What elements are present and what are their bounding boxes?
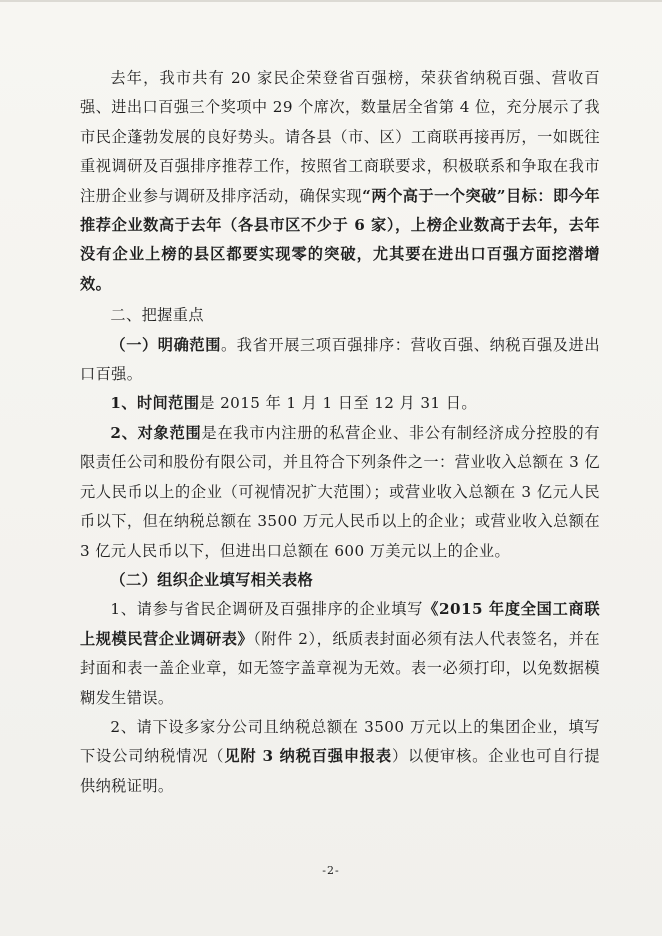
paragraph-scope bbox=[80, 331, 600, 390]
tax-form-title: 见附 3 纳税百强申报表 bbox=[224, 747, 392, 766]
paragraph-scope-text: 。我省开展三项百强排序：营收百强、纳税百强及进出口百强。 bbox=[80, 335, 600, 384]
paragraph-tax-form bbox=[80, 713, 600, 801]
paragraph-summary-goal: “两个高于一个突破”目标：即今年推荐企业数高于去年（各县市区不少于 6 家），上榜企业数高于去年，去年没有企业上榜的县区都要实现零的突破，尤其要在进出口百强方面挖潜增效。 bbox=[80, 186, 600, 293]
paragraph-target-range bbox=[80, 419, 600, 566]
paragraph-time-range bbox=[80, 389, 600, 418]
subheading-forms: （二）组织企业填写相关表格 bbox=[110, 570, 314, 589]
section-heading-key-points: 二、把握重点 bbox=[110, 306, 204, 325]
page-number: -2- bbox=[322, 864, 340, 877]
subheading-scope: （一）明确范围 bbox=[110, 335, 221, 354]
survey-form-title: 《2015 年度全国工商联上规模民营企业调研表》 bbox=[80, 600, 600, 648]
label-time-range: 1、时间范围 bbox=[110, 394, 200, 413]
scan-edge bbox=[0, 0, 662, 2]
tax-form-text: ）以便审核。企业也可自行提供纳税证明。 bbox=[80, 747, 600, 795]
label-target-range: 2、对象范围 bbox=[110, 423, 202, 442]
paragraph-summary-text: 去年，我市共有 20 家民企荣登省百强榜，荣获省纳税百强、营收百强、进出口百强三个奖项中 29 个席次，数量居全省第 4 位，充分展示了我市民企蓬勃发展的良好势头。请各县（市、区）工商联再接再厉，一如既往重视调研及百强排序推荐工作，按照省工商联要求，积极联系和争取在我市注册企业参与调研及排序活动，确保实现 bbox=[80, 69, 600, 205]
survey-form-text: （附件 2），纸质表封面必须有法人代表签名，并在封面和表一盖企业章，如无签字盖章视为无效。表一必须打印，以免数据模糊发生错误。 bbox=[80, 629, 600, 707]
time-range-text: 是 2015 年 1 月 1 日至 12 月 31 日。 bbox=[199, 394, 477, 413]
paragraph-survey-form bbox=[80, 595, 600, 713]
document-body bbox=[80, 64, 600, 801]
survey-form-intro: 1、请参与省民企调研及百强排序的企业填写 bbox=[110, 600, 424, 619]
target-range-text: 是在我市内注册的私营企业、非公有制经济成分控股的有限责任公司和股份有限公司，并且符合下列条件之一：营业收入总额在 3 亿元人民币以上的企业（可视情况扩大范围）；或营业收入总额在 3 亿元人民币以下，但在纳税总额在 3500 万元人民币以上的企业；或营业收入总额在 3 亿元人民币以下，但进出口总额在 600 万美元以上的企业。 bbox=[80, 423, 600, 560]
tax-form-intro: 2、请下设多家分公司且纳税总额在 3500 万元以上的集团企业，填写下设公司纳税情况（ bbox=[80, 717, 600, 766]
paragraph-summary bbox=[80, 64, 600, 299]
